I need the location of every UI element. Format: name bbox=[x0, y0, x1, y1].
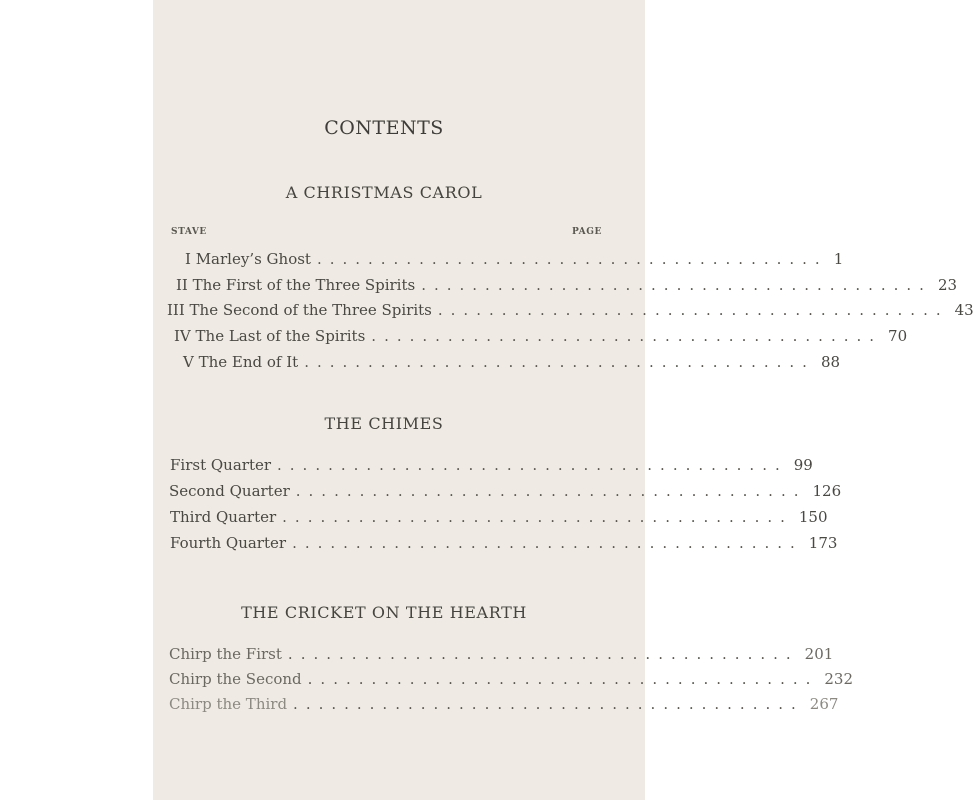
toc-entry-title: First Quarter bbox=[170, 456, 272, 474]
dot-leader: ........................................ bbox=[282, 508, 793, 526]
toc-entry-page: 173 bbox=[808, 534, 838, 552]
section-heading-christmas-carol: A CHRISTMAS CAROL bbox=[285, 183, 483, 202]
toc-entry-page: 126 bbox=[812, 482, 842, 500]
dot-leader: ........................................ bbox=[295, 482, 807, 500]
toc-entry bbox=[169, 480, 842, 502]
toc-entry-page: 88 bbox=[820, 353, 841, 371]
toc-entry bbox=[185, 248, 844, 270]
toc-entry-page: 99 bbox=[793, 456, 813, 474]
dot-leader: ........................................ bbox=[371, 327, 883, 345]
toc-entry-page: 70 bbox=[888, 327, 908, 345]
toc-entry bbox=[174, 325, 908, 347]
toc-entry-title: Third Quarter bbox=[170, 508, 277, 526]
toc-entry-page: 23 bbox=[937, 276, 958, 294]
dot-leader: ........................................ bbox=[437, 301, 949, 319]
toc-entry bbox=[167, 299, 974, 321]
toc-entry-page: 201 bbox=[804, 645, 834, 663]
toc-entry-title: I Marley’s Ghost bbox=[185, 250, 311, 268]
toc-entry-page: 267 bbox=[809, 695, 839, 713]
dot-leader: ........................................ bbox=[421, 276, 932, 294]
section-heading-the-chimes: THE CHIMES bbox=[324, 414, 444, 433]
page-title: CONTENTS bbox=[324, 117, 444, 139]
book-page bbox=[153, 0, 974, 800]
toc-entry bbox=[170, 532, 838, 554]
column-label-page: PAGE bbox=[571, 227, 602, 237]
toc-entry-title: Chirp the First bbox=[169, 645, 282, 663]
toc-entry bbox=[176, 274, 958, 296]
toc-entry-title: Second Quarter bbox=[169, 482, 290, 500]
toc-entry-title: IV The Last of the Spirits bbox=[174, 327, 366, 345]
toc-entry-title: III The Second of the Three Spirits bbox=[167, 301, 432, 319]
dot-leader: ........................................ bbox=[287, 645, 799, 663]
toc-entry-title: V The End of It bbox=[183, 353, 299, 371]
section-heading-cricket-on-the-hearth: THE CRICKET ON THE HEARTH bbox=[241, 603, 527, 622]
toc-entry bbox=[169, 668, 854, 690]
toc-entry-title: Fourth Quarter bbox=[170, 534, 287, 552]
dot-leader: ........................................ bbox=[316, 250, 828, 268]
dot-leader: ........................................ bbox=[307, 670, 819, 688]
dot-leader: ........................................ bbox=[304, 353, 815, 371]
toc-entry bbox=[170, 454, 813, 476]
toc-entry bbox=[183, 351, 841, 373]
toc-entry-title: II The First of the Three Spirits bbox=[176, 276, 416, 294]
dot-leader: ........................................ bbox=[293, 695, 804, 713]
dot-leader: ........................................ bbox=[292, 534, 803, 552]
toc-entry bbox=[169, 693, 839, 715]
toc-entry bbox=[170, 506, 828, 528]
dot-leader: ........................................ bbox=[277, 456, 788, 474]
toc-entry-page: 150 bbox=[798, 508, 828, 526]
toc-entry-page: 1 bbox=[833, 250, 844, 268]
toc-entry-title: Chirp the Third bbox=[169, 695, 288, 713]
toc-entry bbox=[169, 643, 834, 665]
toc-entry-page: 43 bbox=[954, 301, 974, 319]
toc-entry-title: Chirp the Second bbox=[169, 670, 302, 688]
toc-entry-page: 232 bbox=[824, 670, 854, 688]
column-label-stave: STAVE bbox=[171, 227, 207, 237]
